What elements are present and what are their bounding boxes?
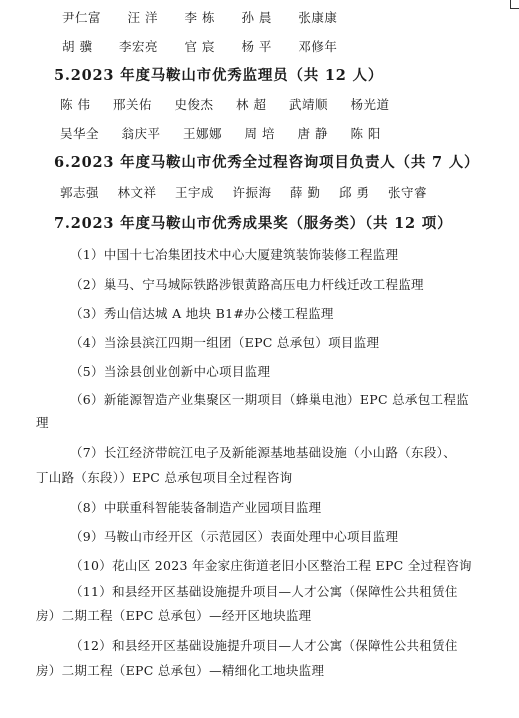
person-name: 邓修年 xyxy=(298,39,338,54)
person-name: 杨 平 xyxy=(241,39,272,54)
person-name: 张守睿 xyxy=(387,185,427,200)
person-name: 孙 晨 xyxy=(241,10,272,25)
person-name: 翁庆平 xyxy=(121,126,161,141)
section-heading: 7.2023 年度马鞍山市优秀成果奖（服务类）（共 12 项） xyxy=(54,215,453,232)
section-heading: 6.2023 年度马鞍山市优秀全过程咨询项目负责人（共 7 人） xyxy=(54,154,480,171)
award-item: （12）和县经开区基础设施提升项目—人才公寓（保障性公共租赁住 xyxy=(70,638,458,653)
person-name: 杨光道 xyxy=(350,97,390,112)
award-item: （6）新能源智造产业集聚区一期项目（蜂巢电池）EPC 总承包工程监 xyxy=(70,392,469,407)
person-name: 薛 勤 xyxy=(290,185,321,200)
award-item: （4）当涂县滨江四期一组团（EPC 总承包）项目监理 xyxy=(70,335,380,350)
award-item: （1）中国十七冶集团技术中心大厦建筑装饰装修工程监理 xyxy=(70,247,399,262)
person-name: 郭志强 xyxy=(60,185,100,200)
award-item-continuation: 房）二期工程（EPC 总承包）—精细化工地块监理 xyxy=(36,663,325,678)
person-name: 李宏亮 xyxy=(118,39,158,54)
person-name: 邢关佑 xyxy=(112,97,152,112)
person-name: 武靖顺 xyxy=(288,97,328,112)
award-item: （10）花山区 2023 年金家庄街道老旧小区整治工程 EPC 全过程咨询 xyxy=(70,558,472,573)
name-row xyxy=(62,8,359,26)
person-name: 尹仁富 xyxy=(62,10,102,25)
name-row xyxy=(60,124,381,142)
award-item: （5）当涂县创业创新中心项目监理 xyxy=(70,364,271,379)
page-corner-mark xyxy=(510,0,519,9)
person-name: 官 宸 xyxy=(184,39,215,54)
section-heading: 5.2023 年度马鞍山市优秀监理员（共 12 人） xyxy=(54,67,384,84)
award-item-continuation: 丁山路（东段））EPC 总承包项目全过程咨询 xyxy=(36,470,293,485)
name-row xyxy=(60,95,389,113)
person-name: 王娜娜 xyxy=(183,126,223,141)
person-name: 王宇成 xyxy=(175,185,215,200)
person-name: 胡 骥 xyxy=(62,39,93,54)
person-name: 许振海 xyxy=(232,185,272,200)
name-row xyxy=(60,183,427,201)
person-name: 林 超 xyxy=(235,97,267,112)
award-item-continuation: 理 xyxy=(36,415,49,430)
person-name: 林文祥 xyxy=(117,185,157,200)
person-name: 陈 阳 xyxy=(350,126,381,141)
person-name: 周 培 xyxy=(244,126,275,141)
person-name: 李 栋 xyxy=(184,10,215,25)
award-item: （7）长江经济带皖江电子及新能源基地基础设施（小山路（东段）、 xyxy=(70,445,457,460)
person-name: 吴华全 xyxy=(60,126,100,141)
person-name: 史俊杰 xyxy=(174,97,214,112)
award-item-continuation: 房）二期工程（EPC 总承包）—经开区地块监理 xyxy=(36,608,312,623)
name-row xyxy=(62,37,359,55)
person-name: 汪 洋 xyxy=(127,10,158,25)
person-name: 陈 伟 xyxy=(60,97,91,112)
award-item: （8）中联重科智能装备制造产业园项目监理 xyxy=(70,500,322,515)
person-name: 邱 勇 xyxy=(338,185,370,200)
award-item: （3）秀山信达城 A 地块 B1#办公楼工程监理 xyxy=(70,306,334,321)
award-item: （11）和县经开区基础设施提升项目—人才公寓（保障性公共租赁住 xyxy=(70,584,458,599)
award-item: （9）马鞍山市经开区（示范园区）表面处理中心项目监理 xyxy=(70,529,399,544)
person-name: 唐 静 xyxy=(297,126,328,141)
award-item: （2）巢马、宁马城际铁路涉银黄路高压电力杆线迁改工程监理 xyxy=(70,277,424,292)
person-name: 张康康 xyxy=(298,10,338,25)
